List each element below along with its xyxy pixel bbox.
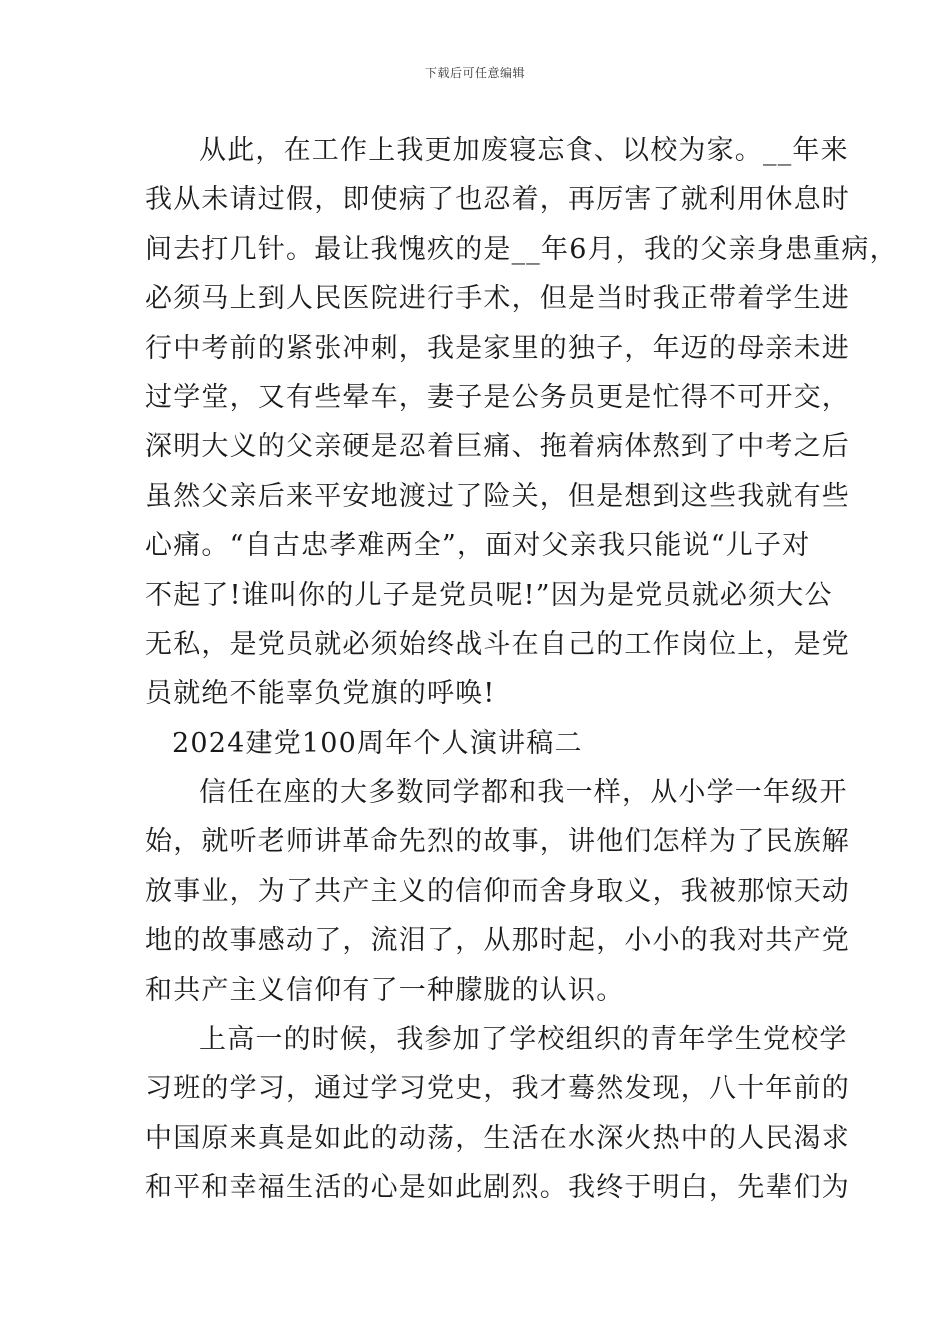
text-line: 深明大义的父亲硬是忍着巨痛、拖着病体熬到了中考之后 [145,431,850,463]
text-line: 和平和幸福生活的心是如此剧烈。我终于明白，先辈们为 [145,1172,850,1204]
header-note: 下载后可任意编辑 [424,66,525,80]
text-line: 中国原来真是如此的动荡，生活在水深火热中的人民渴求 [145,1122,850,1154]
text-line: 上高一的时候，我参加了学校组织的青年学生党校学 [199,1024,848,1056]
text-line: 习班的学习，通过学习党史，我才蓦然发现，八十年前的 [145,1073,850,1105]
text-line: 虽然父亲后来平安地渡过了险关，但是想到这些我就有些 [145,480,850,512]
section-heading: 2024建党100周年个人演讲稿二 [172,727,583,759]
text-line: 行中考前的紧张冲刺，我是家里的独子，年迈的母亲未进 [145,332,850,364]
text-line: 从此，在工作上我更加废寝忘食、以校为家。__年来 [199,135,849,166]
text-line: 地的故事感动了，流泪了，从那时起，小小的我对共产党 [145,925,850,957]
text-line: 无私，是党员就必须始终战斗在自己的工作岗位上，是党 [145,628,850,660]
text-line: 心痛。“自古忠孝难两全”，面对父亲我只能说“儿子对 [145,530,811,562]
text-line: 必须马上到人民医院进行手术，但是当时我正带着学生进 [145,283,850,315]
text-line: 始，就听老师讲革命先烈的故事，讲他们怎样为了民族解 [145,826,850,858]
text-line: 和共产主义信仰有了一种朦胧的认识。 [145,974,625,1006]
text-line: 信任在座的大多数同学都和我一样，从小学一年级开 [199,777,848,809]
text-line: 放事业，为了共产主义的信仰而舍身取义，我被那惊天动 [145,875,850,907]
text-line: 员就绝不能辜负党旗的呼唤! [145,678,496,710]
document-body [145,126,898,1213]
text-line: 过学堂，又有些晕车，妻子是公务员更是忙得不可开交， [145,381,850,413]
text-line: 间去打几针。最让我愧疚的是__年6月，我的父亲身患重病， [145,233,898,265]
text-line: 不起了!谁叫你的儿子是党员呢!”因为是党员就必须大公 [145,579,833,611]
text-line: 我从未请过假，即使病了也忍着，再厉害了就利用休息时 [145,184,850,216]
